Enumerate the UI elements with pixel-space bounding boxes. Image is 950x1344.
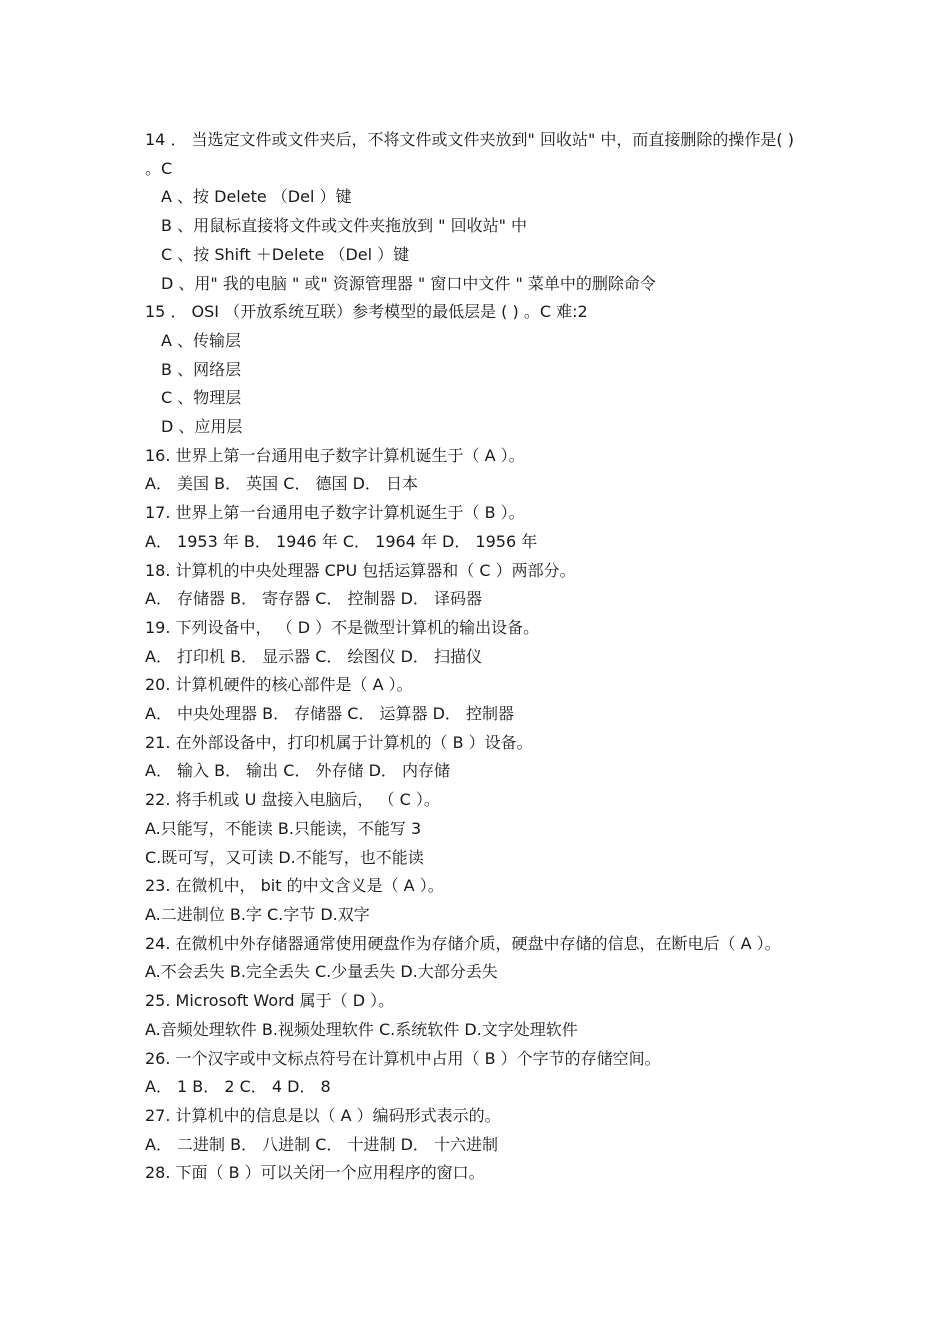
question-line: A． 二进制 B． 八进制 C． 十进制 D． 十六进制	[145, 1134, 499, 1154]
question-line: 14 ． 当选定文件或文件夹后，不将文件或文件夹放到" 回收站" 中，而直接删除的操作是( ) 。C	[145, 130, 794, 178]
answer-option-line: A 、按 Delete （Del ）键	[161, 187, 352, 207]
question-line: 21. 在外部设备中，打印机属于计算机的（ B ）设备。	[145, 732, 533, 752]
question-line: A． 中央处理器 B． 存储器 C． 运算器 D． 控制器	[145, 704, 515, 724]
question-line: 23. 在微机中， bit 的中文含义是（ A ）。	[145, 876, 444, 896]
question-line: 28. 下面（ B ）可以关闭一个应用程序的窗口。	[145, 1163, 485, 1183]
question-line: C.既可写，又可读 D.不能写，也不能读	[145, 847, 424, 867]
question-line: 18. 计算机的中央处理器 CPU 包括运算器和（ C ）两部分。	[145, 560, 576, 580]
question-line: A． 美国 B． 英国 C． 德国 D． 日本	[145, 474, 419, 494]
question-line: 22. 将手机或 U 盘接入电脑后， （ C ）。	[145, 790, 440, 810]
question-line: 15 ． OSI （开放系统互联）参考模型的最低层是 ( ) 。C 难:2	[145, 302, 588, 322]
answer-option-line: D 、应用层	[161, 417, 243, 437]
answer-option-line: C 、物理层	[161, 388, 242, 408]
question-line: A． 输入 B． 输出 C． 外存储 D． 内存储	[145, 761, 451, 781]
answer-option-line: B 、网络层	[161, 359, 242, 379]
question-line: A.音频处理软件 B.视频处理软件 C.系统软件 D.文字处理软件	[145, 1019, 578, 1039]
question-line: 24. 在微机中外存储器通常使用硬盘作为存储介质，硬盘中存储的信息，在断电后（ A ）。	[145, 933, 781, 953]
question-line: A． 1953 年 B． 1946 年 C． 1964 年 D． 1956 年	[145, 531, 538, 551]
question-line: 16. 世界上第一台通用电子数字计算机诞生于（ A ）。	[145, 445, 525, 465]
question-line: A． 1 B． 2 C． 4 D． 8	[145, 1077, 331, 1097]
document-body	[145, 126, 815, 1188]
question-line: 25. Microsoft Word 属于（ D ）。	[145, 991, 395, 1011]
question-line: 27. 计算机中的信息是以（ A ）编码形式表示的。	[145, 1105, 501, 1125]
question-line: A． 存储器 B． 寄存器 C． 控制器 D． 译码器	[145, 589, 483, 609]
question-line: A.二进制位 B.字 C.字节 D.双字	[145, 904, 370, 924]
answer-option-line: A 、传输层	[161, 330, 242, 350]
question-line: A.不会丢失 B.完全丢失 C.少量丢失 D.大部分丢失	[145, 962, 498, 982]
question-line: A.只能写，不能读 B.只能读，不能写 3	[145, 818, 422, 838]
question-line: 20. 计算机硬件的核心部件是（ A ）。	[145, 675, 413, 695]
question-line: A． 打印机 B． 显示器 C． 绘图仪 D． 扫描仪	[145, 646, 483, 666]
question-line: 19. 下列设备中， （ D ）不是微型计算机的输出设备。	[145, 617, 540, 637]
question-line: 26. 一个汉字或中文标点符号在计算机中占用（ B ）个字节的存储空间。	[145, 1048, 661, 1068]
answer-option-line: B 、用鼠标直接将文件或文件夹拖放到 " 回收站" 中	[161, 216, 528, 236]
answer-option-line: C 、按 Shift ＋Delete （Del ）键	[161, 244, 410, 264]
question-line: 17. 世界上第一台通用电子数字计算机诞生于（ B ）。	[145, 503, 525, 523]
answer-option-line: D 、用" 我的电脑 " 或" 资源管理器 " 窗口中文件 " 菜单中的删除命令	[161, 273, 656, 293]
